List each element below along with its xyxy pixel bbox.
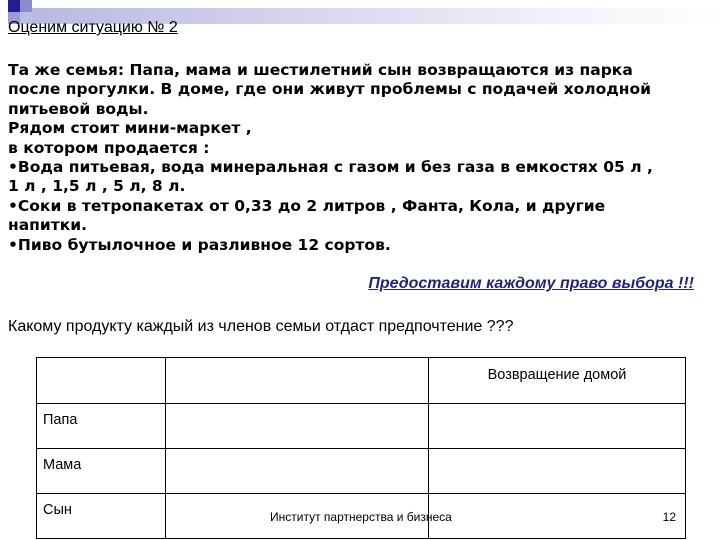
table-cell bbox=[166, 449, 429, 494]
text-line: после прогулки. В доме, где они живут проблемы с подачей холодной bbox=[8, 80, 651, 99]
text-line: напитки. bbox=[8, 216, 87, 235]
situation-text bbox=[8, 61, 708, 255]
table-cell bbox=[166, 404, 429, 449]
row-label-mama: Мама bbox=[37, 449, 166, 494]
text-line: 1 л , 1,5 л , 5 л, 8 л. bbox=[8, 177, 186, 196]
table-row bbox=[37, 449, 686, 494]
text-line: •Пиво бутылочное и разливное 12 сортов. bbox=[8, 235, 391, 254]
text-line: в котором продается : bbox=[8, 138, 210, 157]
slide-heading: Оценим ситуацию № 2 bbox=[8, 19, 178, 36]
text-line: питьевой воды. bbox=[8, 99, 149, 118]
decor-square bbox=[8, 0, 20, 12]
table-header-row bbox=[37, 358, 686, 404]
table-cell bbox=[429, 404, 686, 449]
text-line: •Вода питьевая, вода минеральная с газом и без газа в емкостях 05 л , bbox=[8, 158, 653, 177]
text-line: Рядом стоит мини-маркет , bbox=[8, 119, 252, 138]
text-line: Та же семья: Папа, мама и шестилетний сын возвращаются из парка bbox=[8, 61, 633, 79]
table-row bbox=[37, 404, 686, 449]
call-to-action-link[interactable]: Предоставим каждому право выбора !!! bbox=[368, 275, 694, 292]
page-number: 12 bbox=[662, 510, 676, 524]
table-cell bbox=[37, 358, 166, 404]
footer-institute: Институт партнерства и бизнеса bbox=[270, 510, 452, 524]
table-cell bbox=[166, 358, 429, 404]
table-cell bbox=[429, 494, 686, 539]
text-line: •Соки в тетропакетах от 0,33 до 2 литров , Фанта, Кола, и другие bbox=[8, 196, 606, 215]
table-header-return-home: Возвращение домой bbox=[429, 358, 686, 404]
question-text: Какому продукту каждый из членов семьи отдаст предпочтение ??? bbox=[8, 318, 514, 335]
row-label-son: Сын bbox=[37, 494, 166, 539]
row-label-papa: Папа bbox=[37, 404, 166, 449]
table-cell bbox=[429, 449, 686, 494]
decor-square bbox=[20, 0, 32, 12]
